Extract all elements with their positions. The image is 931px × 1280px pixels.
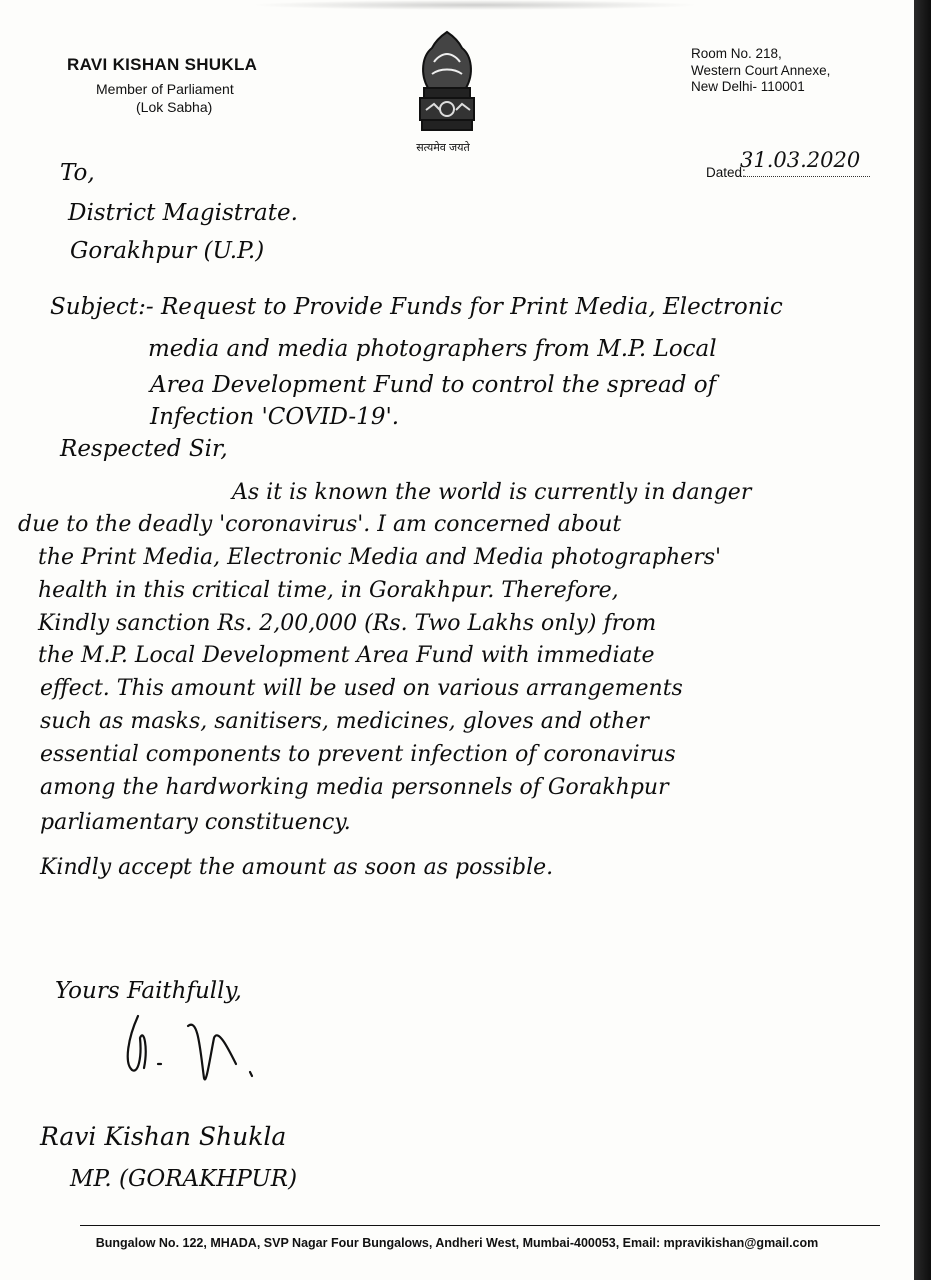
salutation: Respected Sir,: [60, 436, 228, 462]
mp-house: (Lok Sabha): [136, 99, 213, 115]
subject-line: media and media photographers from M.P. Local: [148, 336, 717, 362]
body-line: the Print Media, Electronic Media and Media photographers': [38, 545, 722, 570]
address-line: New Delhi- 110001: [691, 79, 805, 94]
dated-underline: [740, 176, 870, 177]
body-line: As it is known the world is currently in danger: [232, 480, 752, 505]
mp-role: Member of Parliament: [96, 81, 234, 97]
scan-shadow: [250, 0, 700, 10]
scan-background-edge: [914, 0, 931, 1280]
footer-address: Bungalow No. 122, MHADA, SVP Nagar Four Bungalows, Andheri West, Mumbai-400053, Email: mpravikishan@gmail.com: [95, 1236, 819, 1250]
signature-icon: [118, 1008, 268, 1088]
body-line: effect. This amount will be used on various arrangements: [40, 676, 683, 701]
dated-label: Dated:: [706, 165, 746, 180]
to-line: To,: [60, 160, 95, 186]
address-line: Western Court Annexe,: [691, 62, 831, 78]
office-address: [691, 46, 830, 96]
address-line: Room No. 218,: [691, 46, 782, 61]
body-line: health in this critical time, in Gorakhpur. Therefore,: [38, 578, 619, 603]
mp-name: RAVI KISHAN SHUKLA: [67, 55, 258, 74]
body-line: parliamentary constituency.: [40, 810, 351, 835]
subject-line: Area Development Fund to control the spread of: [150, 372, 717, 398]
signatory-title: MP. (GORAKHPUR): [70, 1166, 298, 1192]
subject-line: Infection 'COVID-19'.: [150, 404, 400, 430]
national-emblem-icon: [410, 26, 484, 144]
body-line: Kindly accept the amount as soon as possible.: [40, 855, 554, 880]
recipient-line: District Magistrate.: [68, 200, 298, 226]
recipient-line: Gorakhpur (U.P.): [70, 238, 265, 264]
signatory-name: Ravi Kishan Shukla: [40, 1122, 287, 1151]
body-line: the M.P. Local Development Area Fund with immediate: [38, 643, 655, 668]
body-line: Kindly sanction Rs. 2,00,000 (Rs. Two Lakhs only) from: [38, 611, 657, 636]
subject-line: Subject:- Request to Provide Funds for Print Media, Electronic: [50, 294, 783, 320]
body-line: due to the deadly 'coronavirus'. I am concerned about: [18, 512, 622, 537]
emblem-motto: सत्यमेव जयते: [416, 142, 470, 154]
body-line: such as masks, sanitisers, medicines, gloves and other: [40, 709, 649, 734]
body-line: among the hardworking media personnels of Gorakhpur: [40, 775, 669, 800]
dated-value: 31.03.2020: [740, 148, 861, 172]
footer-divider: [80, 1225, 880, 1226]
body-line: essential components to prevent infection of coronavirus: [40, 742, 676, 767]
closing: Yours Faithfully,: [55, 978, 242, 1004]
